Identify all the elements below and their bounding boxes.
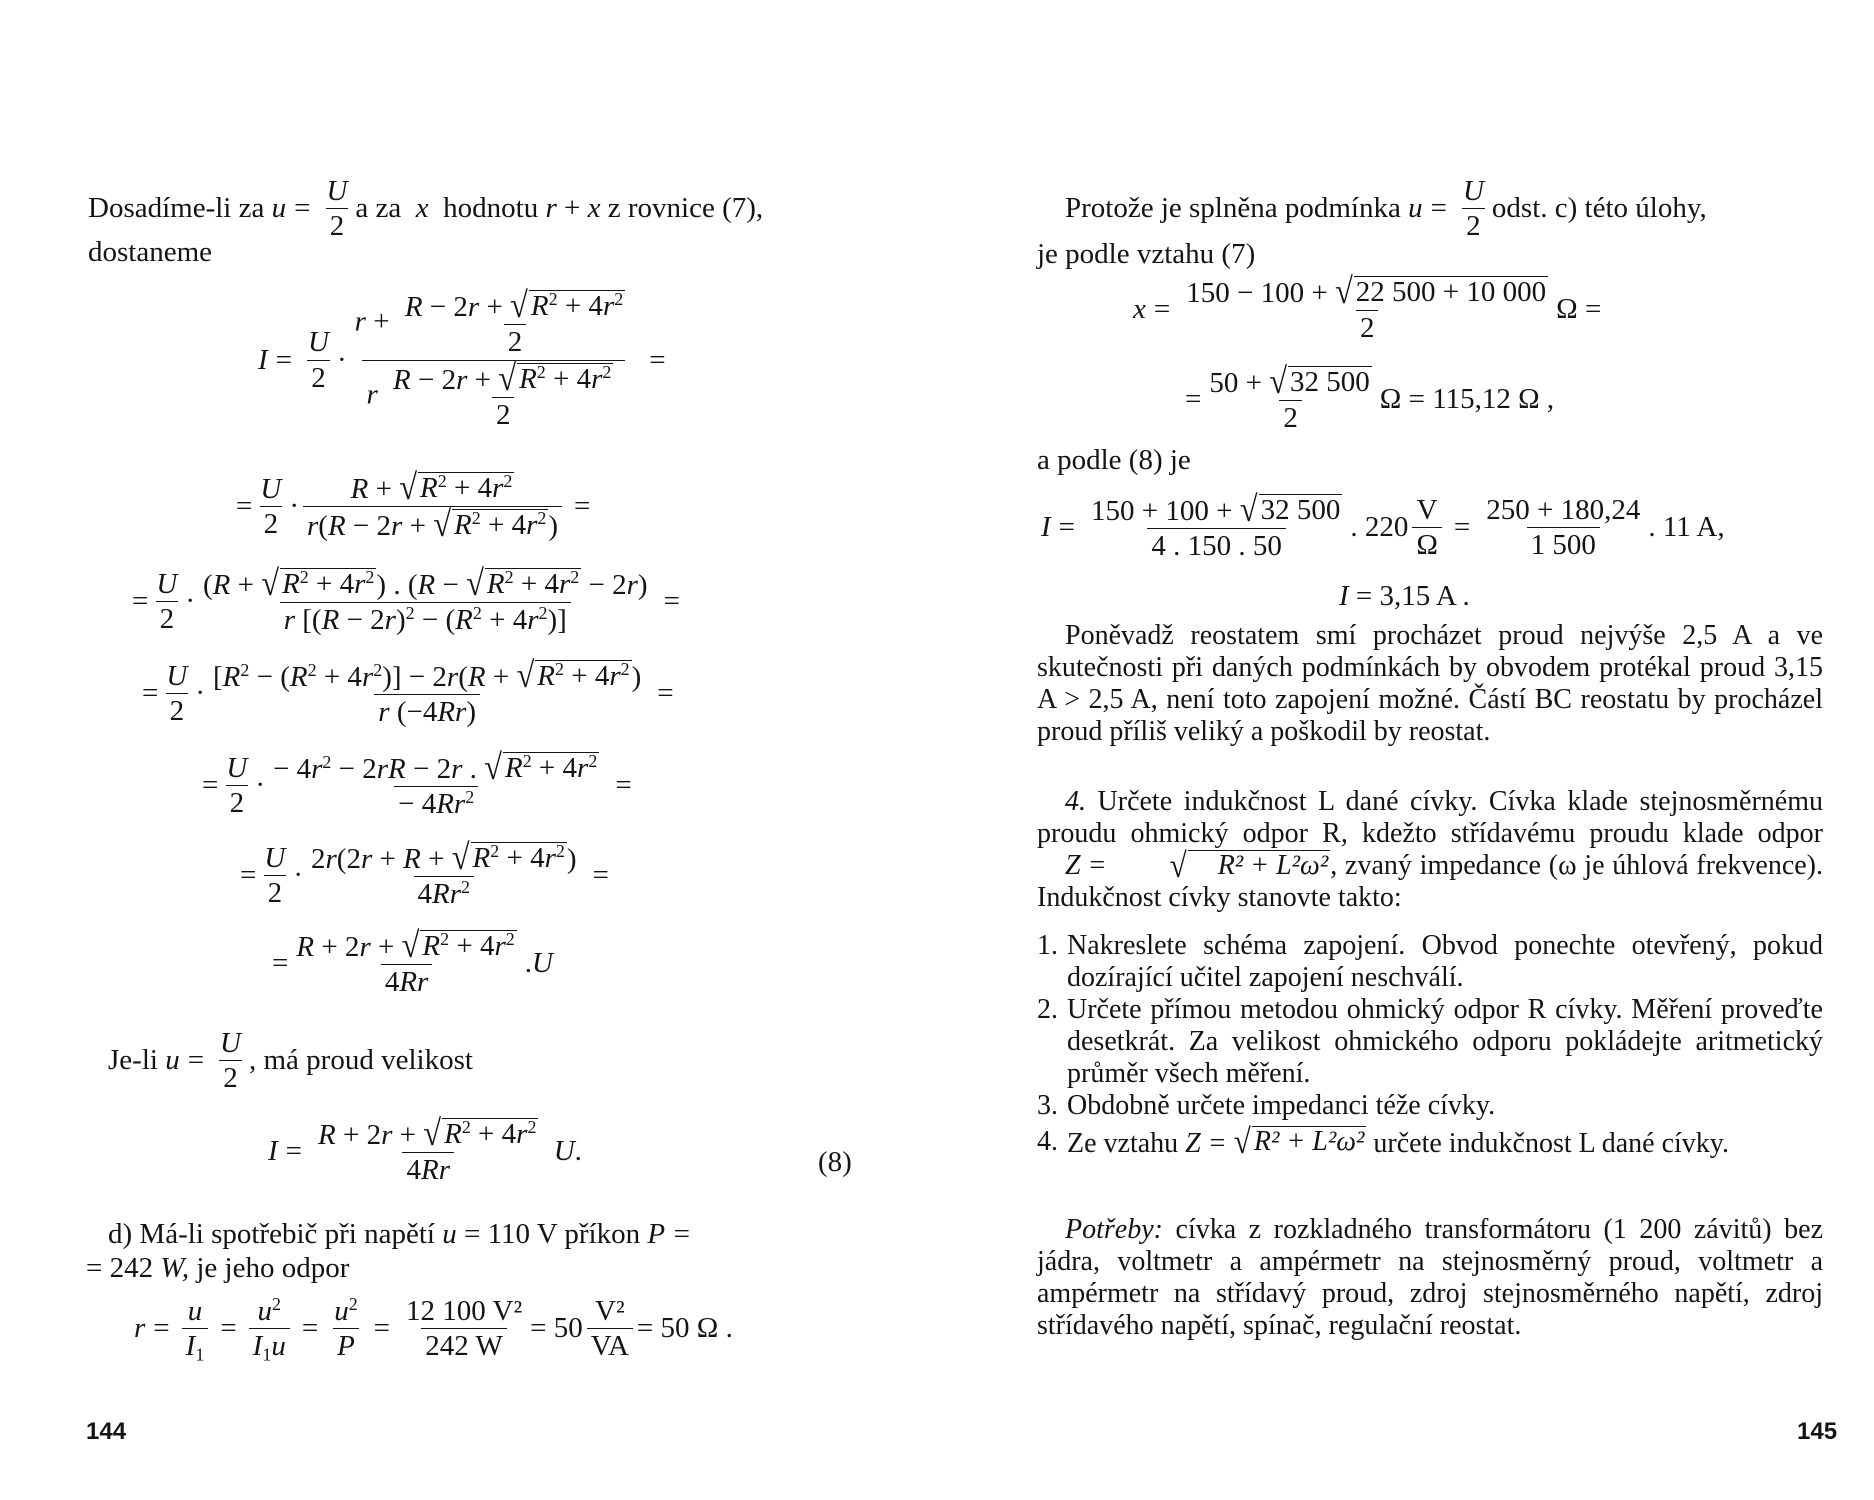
equation-current-6: = $\frac{U}{2}$ · 2r(2r + R + √ $R^2 + 4r^2$ ) 4Rr$^2$ = xyxy=(240,837,609,911)
list-item: 4. Ze vztahu Z = √ R² + L²ω² určete indukčnost L dané cívky. xyxy=(1037,1121,1729,1162)
equation-current-3: = $\frac{U}{2}$ · (R + √ $R^2 + 4r^2$ ) . (R − √ $R^2 + 4r^2$ − 2r) r $[(R - 2r)^2 - (R^2 + 4r^2)]$ = xyxy=(132,563,680,637)
paragraph-task-4: 4. Určete indukčnost L dané cívky. Cívka klade stejnosměrnému proudu ohmický odpor R, kdežto střídavému proudu klade odpor Z = √ R² + L²ω² , zvaný impedance (ω je úhlová frekvence). Indukčnost cívky stanovte takto: xyxy=(1037,786,1824,913)
procedure-list xyxy=(1037,930,1823,1160)
equation-current-5: = $\frac{U}{2}$ · − $4r^2 - 2rR - 2r$ . √ $R^2 + 4r^2$ − $4Rr^2$ = xyxy=(202,747,632,821)
left-intro-line: Dosadíme-li za u = $\frac{U}{2}$ a za x hodnotu r + x z rovnice (7), xyxy=(88,175,764,243)
page-145 xyxy=(937,0,1874,1500)
page-number-right: 145 xyxy=(1797,1418,1838,1445)
right-intro-line: Protože je splněna podmínka u = $\frac{U}{2}$ odst. c) této úlohy, xyxy=(1065,175,1707,243)
equation-current-result: I = 3,15 A . xyxy=(1339,580,1470,612)
right-intro-line-2: je podle vztahu (7) xyxy=(1037,238,1256,270)
left-je-li-line: Je-li u = $\frac{U}{2}$ , má proud velikost xyxy=(108,1027,473,1095)
equation-current-7: = R + 2r + √ $R^2 + 4r^2$ 4Rr . U xyxy=(272,925,553,999)
equation-resistance: r = $\frac{u}{I_1}$ = $\frac{u^2}{I_1u}$ = $\frac{u^2}{P}$ = $\frac{\text{12 100 V²}}{242 W}$ = 50 $\frac{\text{V²}}{VA}$ = 50 Ω . xyxy=(134,1294,733,1365)
left-part-d-line-1: d) Má-li spotřebič při napětí u = 110 V příkon P = xyxy=(108,1218,692,1250)
equation-current-2: = $\frac{U}{2}$ · R + √ $R^2 + 4r^2$ r(R − 2r + √ $R^2 + 4r^2$ ) = xyxy=(236,467,591,546)
right-podle-8: a podle (8) je xyxy=(1037,444,1191,476)
page-number-left: 144 xyxy=(86,1418,127,1445)
equation-current-1: I = $\frac{U}{2}$ · r + R − 2r + √ $R^2 + 4r^2$ 2 r R − 2r + √ $R^2 + 4r^2$ 2 = xyxy=(258,285,666,432)
paragraph-requirements: Potřeby: cívka z rozkladného transformátoru (1 200 závitů) bez jádra, voltmetr a ampérmetr na stejnosměrný proud, voltmetr a ampérmetr na střídavý proud, zdroj stejnosměrného napětí, zdroj střídavého napětí, spínač, regulační reostat. xyxy=(1037,1214,1824,1341)
paragraph-conclusion: Poněvadž reostatem smí procházet proud nejvýše 2,5 A a ve skutečnosti při daných podmínkách by obvodem protékal proud 3,15 A > 2,5 A, není toto zapojení možné. Částí BC reostatu by procházel proud příliš veliký a poškodil by reostat. xyxy=(1037,620,1823,747)
equation-8: I = R + 2r + √ $R^2 + 4r^2$ 4Rr U . xyxy=(268,1113,582,1187)
list-item: 2. Určete přímou metodou ohmický odpor R cívky. Měření proveďte desetkrát. Za velikost ohmického odporu pokládejte aritmetický průměr všech měření. xyxy=(1037,994,1823,1089)
equation-x-2: = 50 + √ 32 500 2 Ω = 115,12 Ω , xyxy=(1185,361,1555,435)
list-item: 3. Obdobně určete impedanci téže cívky. xyxy=(1037,1090,1496,1121)
list-item: 1. Nakreslete schéma zapojení. Obvod ponechte otevřený, pokud dozírající učitel zapojení neschválí. xyxy=(1037,930,1823,993)
equation-current-4: = $\frac{U}{2}$ · $[R^2 - (R^2 + 4r^2)] - 2r(R$ + √ $R^2 + 4r^2$ ) r (−4Rr) = xyxy=(142,655,674,729)
left-part-d-line-2: = 242 W, je jeho odpor xyxy=(86,1252,350,1284)
left-intro-dostaneme: dostaneme xyxy=(88,236,213,268)
equation-8-label: (8) xyxy=(818,1146,852,1178)
equation-x-1: x = 150 − 100 + √ 22 500 + 10 000 2 Ω = xyxy=(1133,271,1602,345)
equation-current-numeric: I = 150 + 100 + √ 32 500 4 . 150 . 50 . 220 $\frac{V}{\Omega}$ = $\frac{250 + 180,24}{1 500}$ . 11 A, xyxy=(1041,489,1725,563)
